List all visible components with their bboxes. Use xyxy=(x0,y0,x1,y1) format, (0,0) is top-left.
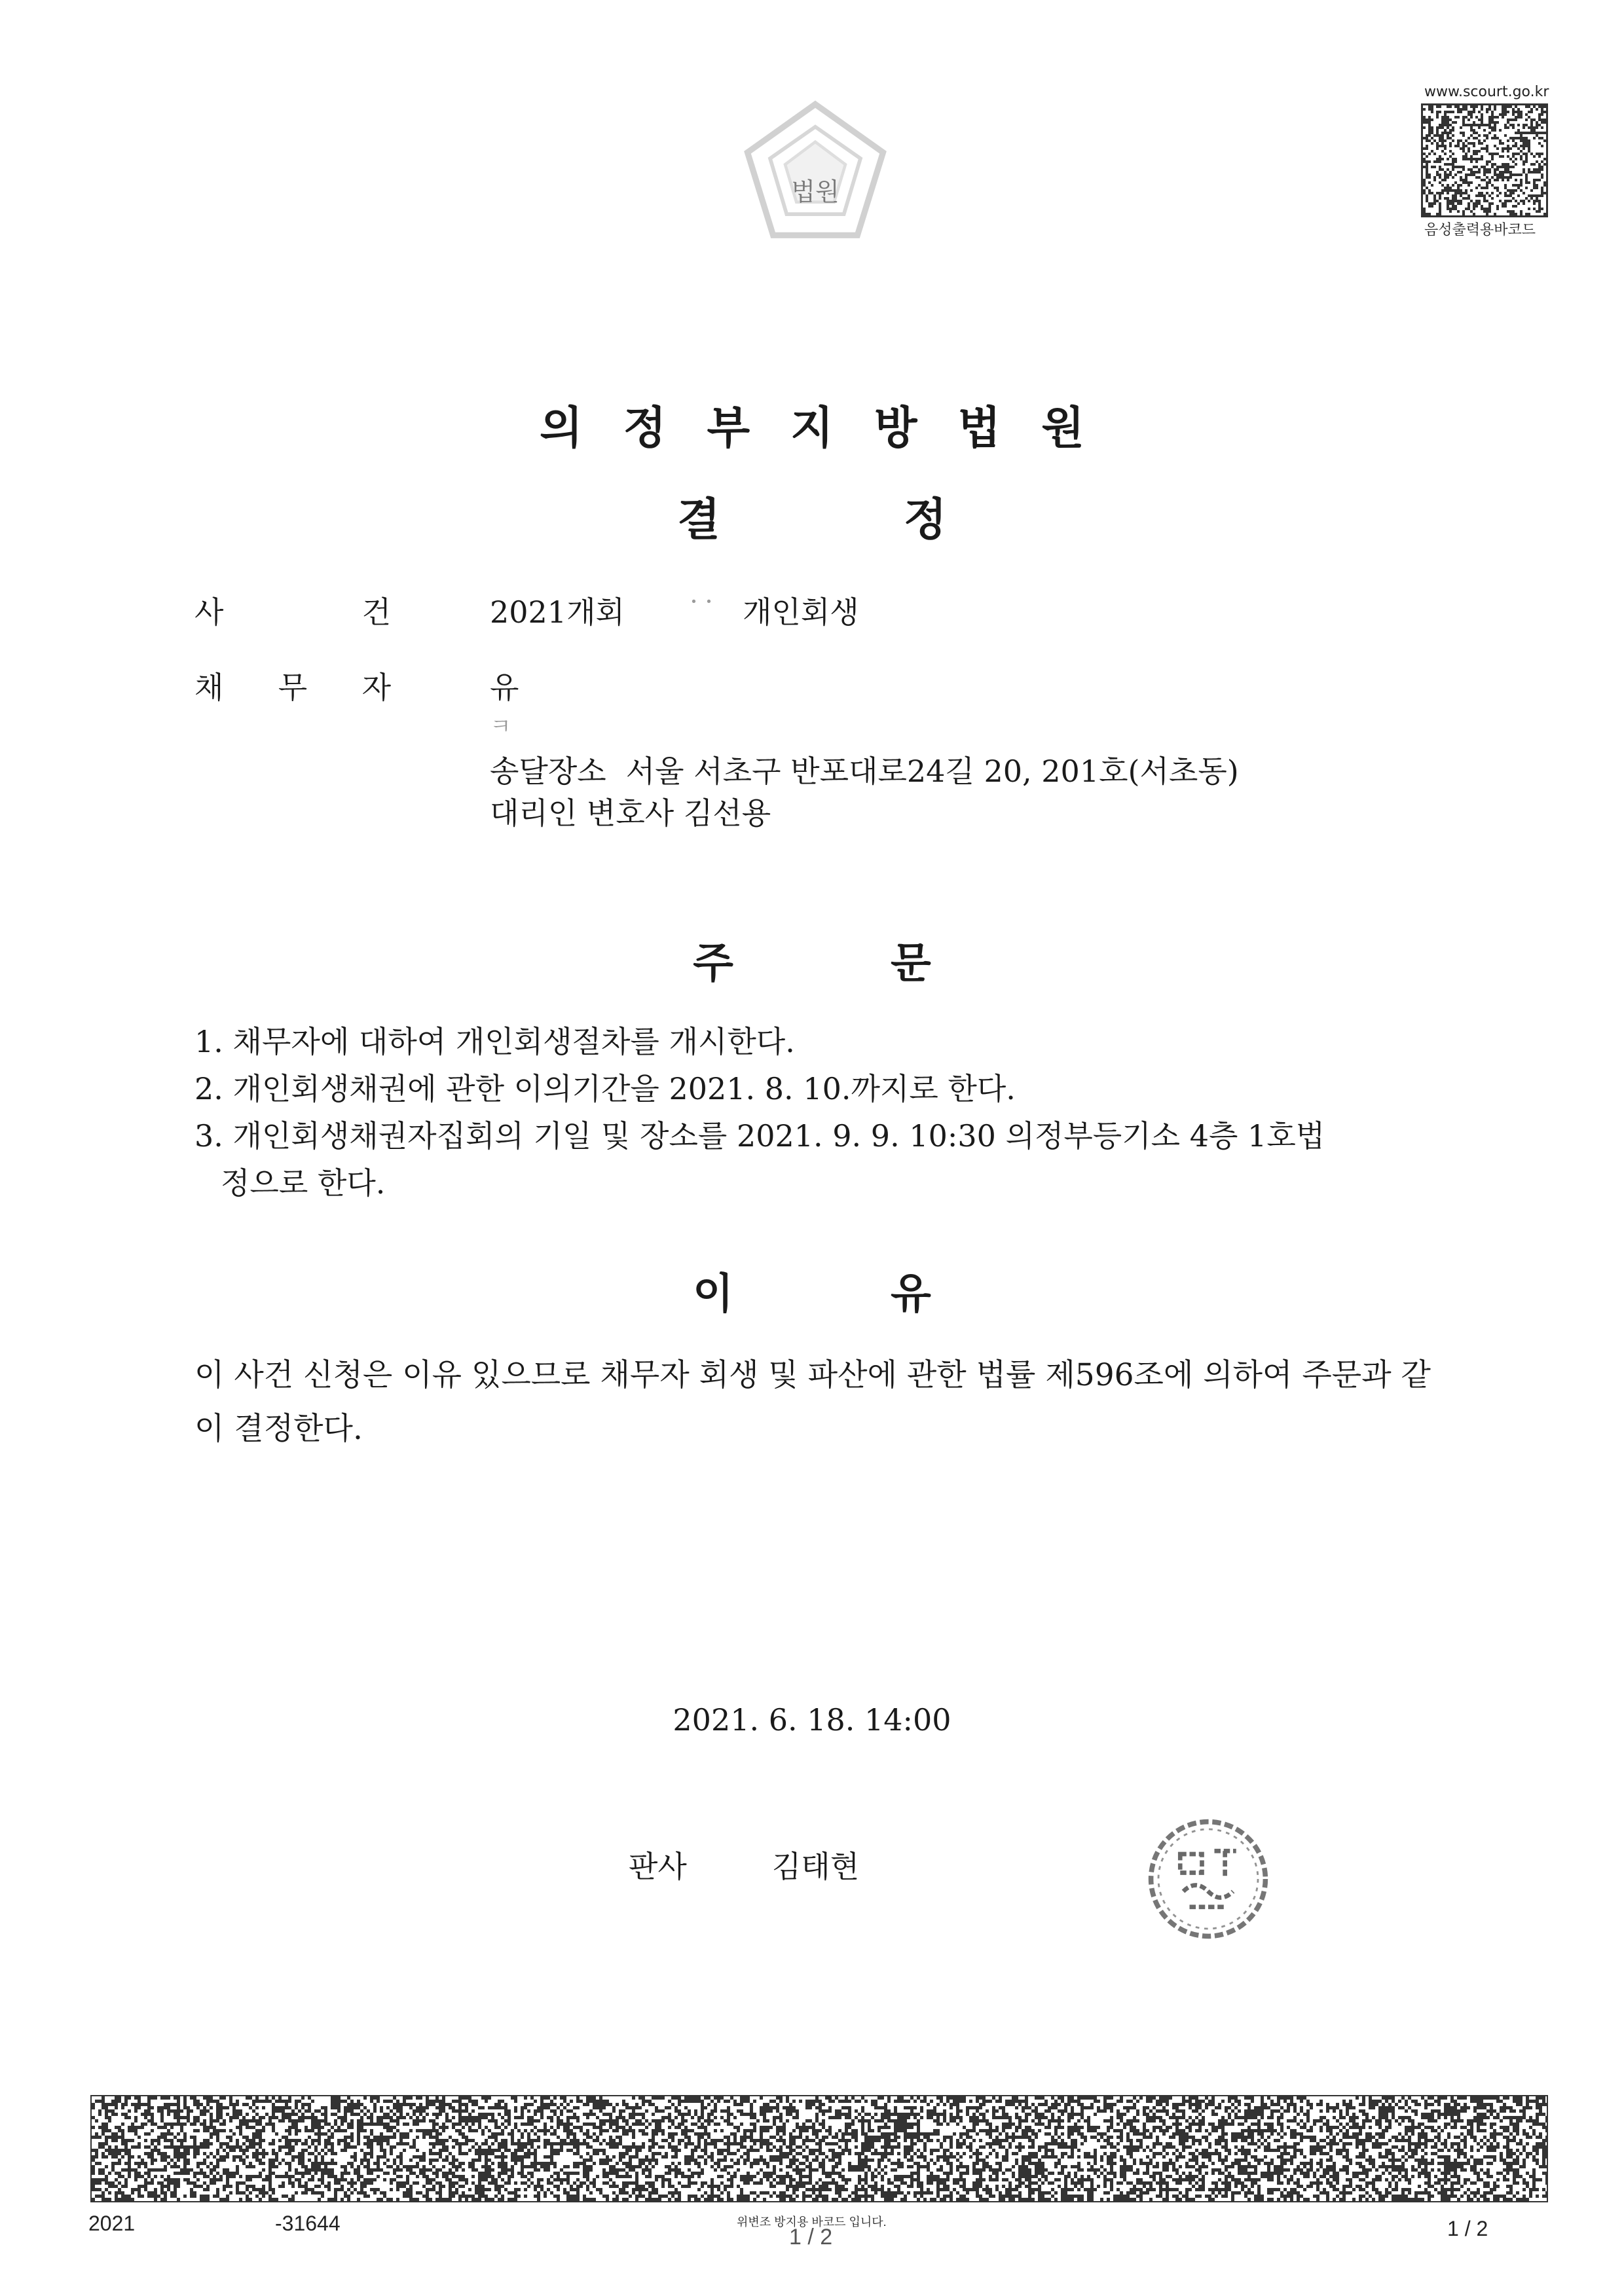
case-type: 개인회생 xyxy=(742,594,859,630)
reason-heading: 이유 xyxy=(693,1270,1088,1319)
decision-date: 2021. 6. 18. 14:00 xyxy=(673,1702,951,1738)
case-label-char: 건 xyxy=(361,594,391,630)
anti-forgery-barcode xyxy=(90,2095,1548,2202)
judge-name: 김태현 xyxy=(771,1849,860,1884)
barcode-note: 위변조 방지용 바코드 입니다. xyxy=(737,2215,887,2229)
court-name: 의정부지방법원 xyxy=(540,403,1125,454)
reason-text: 이 사건 신청은 이유 있으므로 채무자 회생 및 파산에 관한 법률 제596조에 의하여 주문과 같이 결정한다. xyxy=(194,1357,1431,1447)
debtor-name: 유 xyxy=(490,670,519,705)
order-item: 3. 개인회생채권자집회의 기일 및 장소를 2021. 9. 9. 10:30 의정부등기소 4층 1호법 xyxy=(194,1118,1325,1154)
order-item-continuation: 정으로 한다. xyxy=(221,1165,386,1201)
debtor-agent: 대리인 변호사 김선용 xyxy=(490,795,771,831)
center-page-number: 1 / 2 xyxy=(789,2225,833,2250)
page-number: 1 / 2 xyxy=(1447,2217,1488,2240)
debtor-label-char: 채 xyxy=(194,670,224,705)
debtor-address-partial: ㅋ xyxy=(490,714,511,740)
delivery-address: 서울 서초구 반포대로24길 20, 201호(서초동) xyxy=(625,754,1239,789)
document-type-title: 결정 xyxy=(677,494,1130,546)
case-number-text: 2021개회 xyxy=(490,594,625,630)
footer-doc-number: -31644 xyxy=(275,2212,341,2235)
voice-barcode xyxy=(1421,103,1548,217)
debtor-label-char: 무 xyxy=(278,670,308,705)
case-label-char: 사 xyxy=(194,594,224,630)
case-label xyxy=(194,592,391,632)
judge-title: 판사 xyxy=(629,1849,687,1884)
debtor-label-char: 자 xyxy=(361,670,391,705)
delivery-place xyxy=(490,752,1239,791)
judge-signature-line xyxy=(629,1843,859,1886)
case-number xyxy=(490,592,859,632)
order-heading: 주문 xyxy=(693,939,1088,988)
barcode-caption: 음성출력용바코드 xyxy=(1424,222,1536,238)
order-list xyxy=(194,1018,1325,1207)
delivery-label: 송달장소 xyxy=(490,754,606,789)
case-number-masked: ˙˙ xyxy=(686,594,716,630)
site-url: www.scourt.go.kr xyxy=(1424,84,1549,100)
emblem-text: 법원 xyxy=(791,177,840,206)
order-item: 2. 개인회생채권에 관한 이의기간을 2021. 8. 10.까지로 한다. xyxy=(194,1071,1016,1106)
footer-year: 2021 xyxy=(88,2212,136,2235)
judge-seal xyxy=(1146,1817,1270,1941)
debtor-label xyxy=(194,668,391,707)
order-item: 1. 채무자에 대하여 개인회생절차를 개시한다. xyxy=(194,1024,795,1059)
